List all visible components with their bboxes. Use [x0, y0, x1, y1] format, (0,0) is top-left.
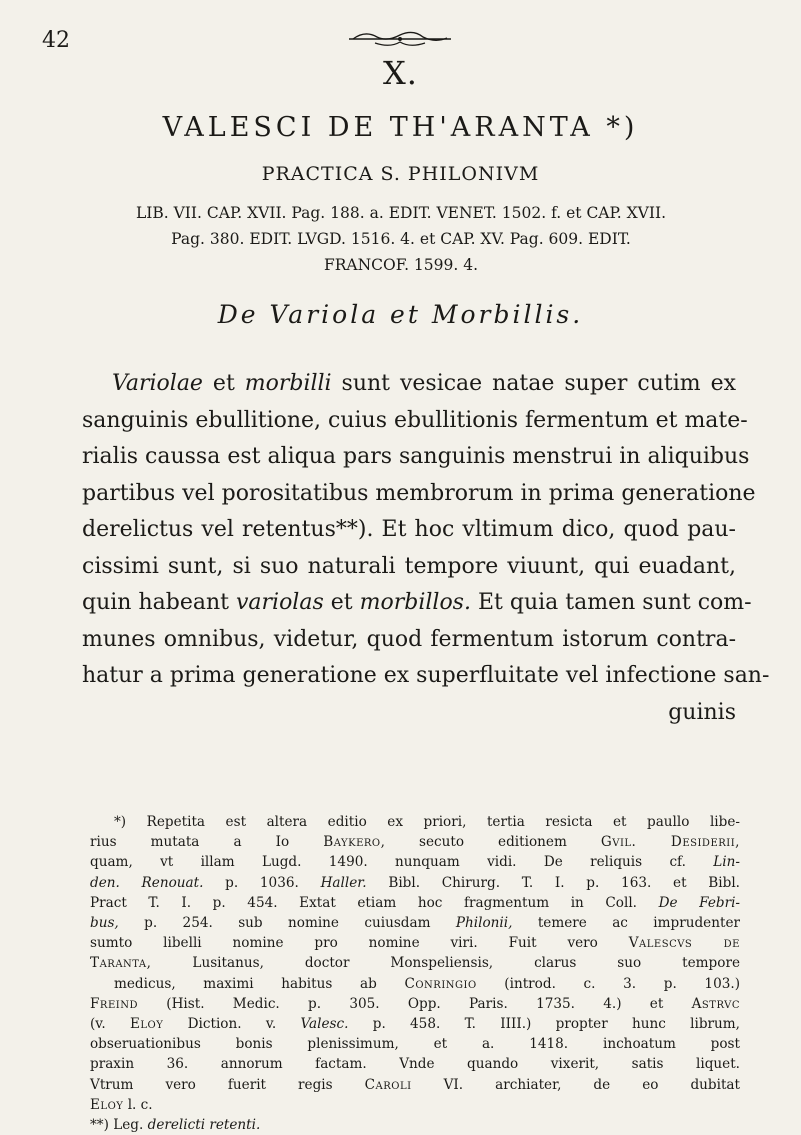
text-run: quam, vt illam Lugd. 1490. nunquam vidi. De reliquis cf. [90, 854, 714, 871]
reference-line: LIB. VII. CAP. XVII. Pag. 188. a. EDIT. VENET. 1502. f. et CAP. XVII. [135, 204, 667, 222]
footnote-line: obseruationibus bonis plenissimum, et a. 1418. inchoatum post [90, 1036, 740, 1053]
footnote-line [90, 832, 740, 852]
text-run: sunt vesicae natae super cutim ex [331, 371, 736, 396]
emphasis: Valesc. [300, 1016, 349, 1033]
section-number: X. [383, 54, 418, 92]
text-run: Vtrum vero fuerit regis [90, 1076, 365, 1093]
text-run: Pract T. I. p. 454. Extat etiam hoc fragmentum in Coll. [90, 894, 659, 911]
text-line: partibus vel porositatibus membrorum in prima generatione [82, 480, 756, 506]
text-run: p. 254. sub nomine cuiusdam [118, 915, 456, 932]
author-name: Taranta, [90, 955, 152, 972]
emphasis: den. Renouat. [90, 874, 204, 891]
author-name: Freind [90, 995, 138, 1012]
work-subtitle: PRACTICA S. PHILONIVM [261, 163, 540, 185]
text-run: quin habeant [82, 590, 236, 615]
footnote-line [90, 873, 740, 893]
footnote-line [90, 1115, 740, 1135]
footnote-line: praxin 36. annorum factam. Vnde quando vixerit, satis liquet. [90, 1056, 740, 1073]
text-run: rius mutata a Io [90, 834, 324, 851]
emphasis: derelicti retenti. [147, 1117, 261, 1134]
text-run: **) Leg. [90, 1117, 148, 1134]
emphasis: Lin- [713, 854, 740, 871]
author-name: Eloy [129, 1016, 164, 1033]
ornament-icon [345, 26, 455, 50]
text-line: guinis [668, 699, 736, 725]
emphasis: morbillos. [359, 590, 471, 615]
text-run: sumto libelli nomine pro nomine viri. Fuit vero [90, 935, 629, 952]
text-run: et [202, 371, 245, 396]
author-name: Astrvc [691, 995, 740, 1012]
text-run: Lusitanus, doctor Monspeliensis, clarus suo tempore [151, 955, 740, 972]
author-name: Conringio [404, 975, 477, 992]
page-number: 42 [42, 28, 70, 53]
footnote-line [90, 953, 740, 973]
text-run: et [323, 590, 360, 615]
author-name: Valescvs de [628, 935, 740, 952]
footnote-line: *) Repetita est altera editio ex priori, tertia resicta et paullo libe- [114, 814, 740, 830]
text-run: Diction. v. [163, 1016, 301, 1033]
author-name: Gvil. Desiderii, [600, 834, 740, 851]
text-run: Et quia tamen sunt com- [470, 590, 752, 615]
text-line [82, 366, 736, 403]
footnotes [90, 812, 740, 1135]
text-run: Bibl. Chirurg. T. I. p. 163. et Bibl. [366, 874, 741, 891]
emphasis: variolas [235, 590, 324, 615]
text-run: (Hist. Medic. p. 305. Opp. Paris. 1735. 4.) et [137, 995, 692, 1012]
footnote-line [90, 852, 740, 872]
work-title: VALESCI DE TH'ARANTA *) [162, 112, 639, 143]
author-name: Caroli [364, 1076, 412, 1093]
text-line: cissimi sunt, si suo naturali tempore viuunt, qui euadant, [82, 553, 736, 579]
text-line: derelictus vel retentus**). Et hoc vltimum dico, quod pau- [82, 517, 736, 542]
text-run: p. 1036. [203, 874, 321, 891]
text-run: (introd. c. 3. p. 103.) [476, 975, 741, 992]
text-run: VI. archiater, de eo dubitat [411, 1076, 740, 1093]
emphasis: morbilli [244, 371, 332, 396]
footnote-line [90, 1075, 740, 1095]
emphasis: Variolae [112, 371, 203, 396]
text-line: munes omnibus, videtur, quod fermentum istorum contra- [82, 626, 736, 652]
author-name: Eloy [90, 1096, 124, 1113]
emphasis: De Febri- [658, 894, 741, 911]
reference-line: FRANCOF. 1599. 4. [323, 256, 479, 274]
edition-references [56, 200, 746, 278]
section-heading: De Variola et Morbillis. [217, 300, 584, 329]
text-line: hatur a prima generatione ex superfluitate vel infectione san- [82, 663, 770, 688]
emphasis: Haller. [320, 874, 367, 891]
footnote-line [90, 933, 740, 953]
footnote-line [90, 1095, 740, 1115]
emphasis: bus, [90, 915, 119, 932]
text-run: temere ac imprudenter [512, 915, 740, 932]
text-run: (v. [90, 1016, 130, 1033]
text-run: , secuto editionem [380, 834, 601, 851]
footnote-line [90, 994, 740, 1014]
text-run: p. 458. T. IIII.) propter hunc librum, [348, 1016, 740, 1033]
text-run: medicus, maximi habitus ab [114, 975, 405, 992]
footnote-line [90, 1014, 740, 1034]
main-text [82, 366, 770, 731]
author-name: Baykero [323, 834, 381, 851]
text-line: rialis caussa est aliqua pars sanguinis menstrui in aliquibus [82, 444, 750, 469]
footnote-line [90, 893, 740, 913]
footnote-line [90, 913, 740, 933]
text-run: l. c. [123, 1096, 153, 1113]
emphasis: Philonii, [455, 915, 513, 932]
text-line: sanguinis ebullitione, cuius ebullitionis fermentum et mate- [82, 407, 748, 433]
text-line [82, 585, 752, 622]
reference-line: Pag. 380. EDIT. LVGD. 1516. 4. et CAP. XV. Pag. 609. EDIT. [171, 230, 631, 248]
footnote-line [90, 974, 740, 994]
